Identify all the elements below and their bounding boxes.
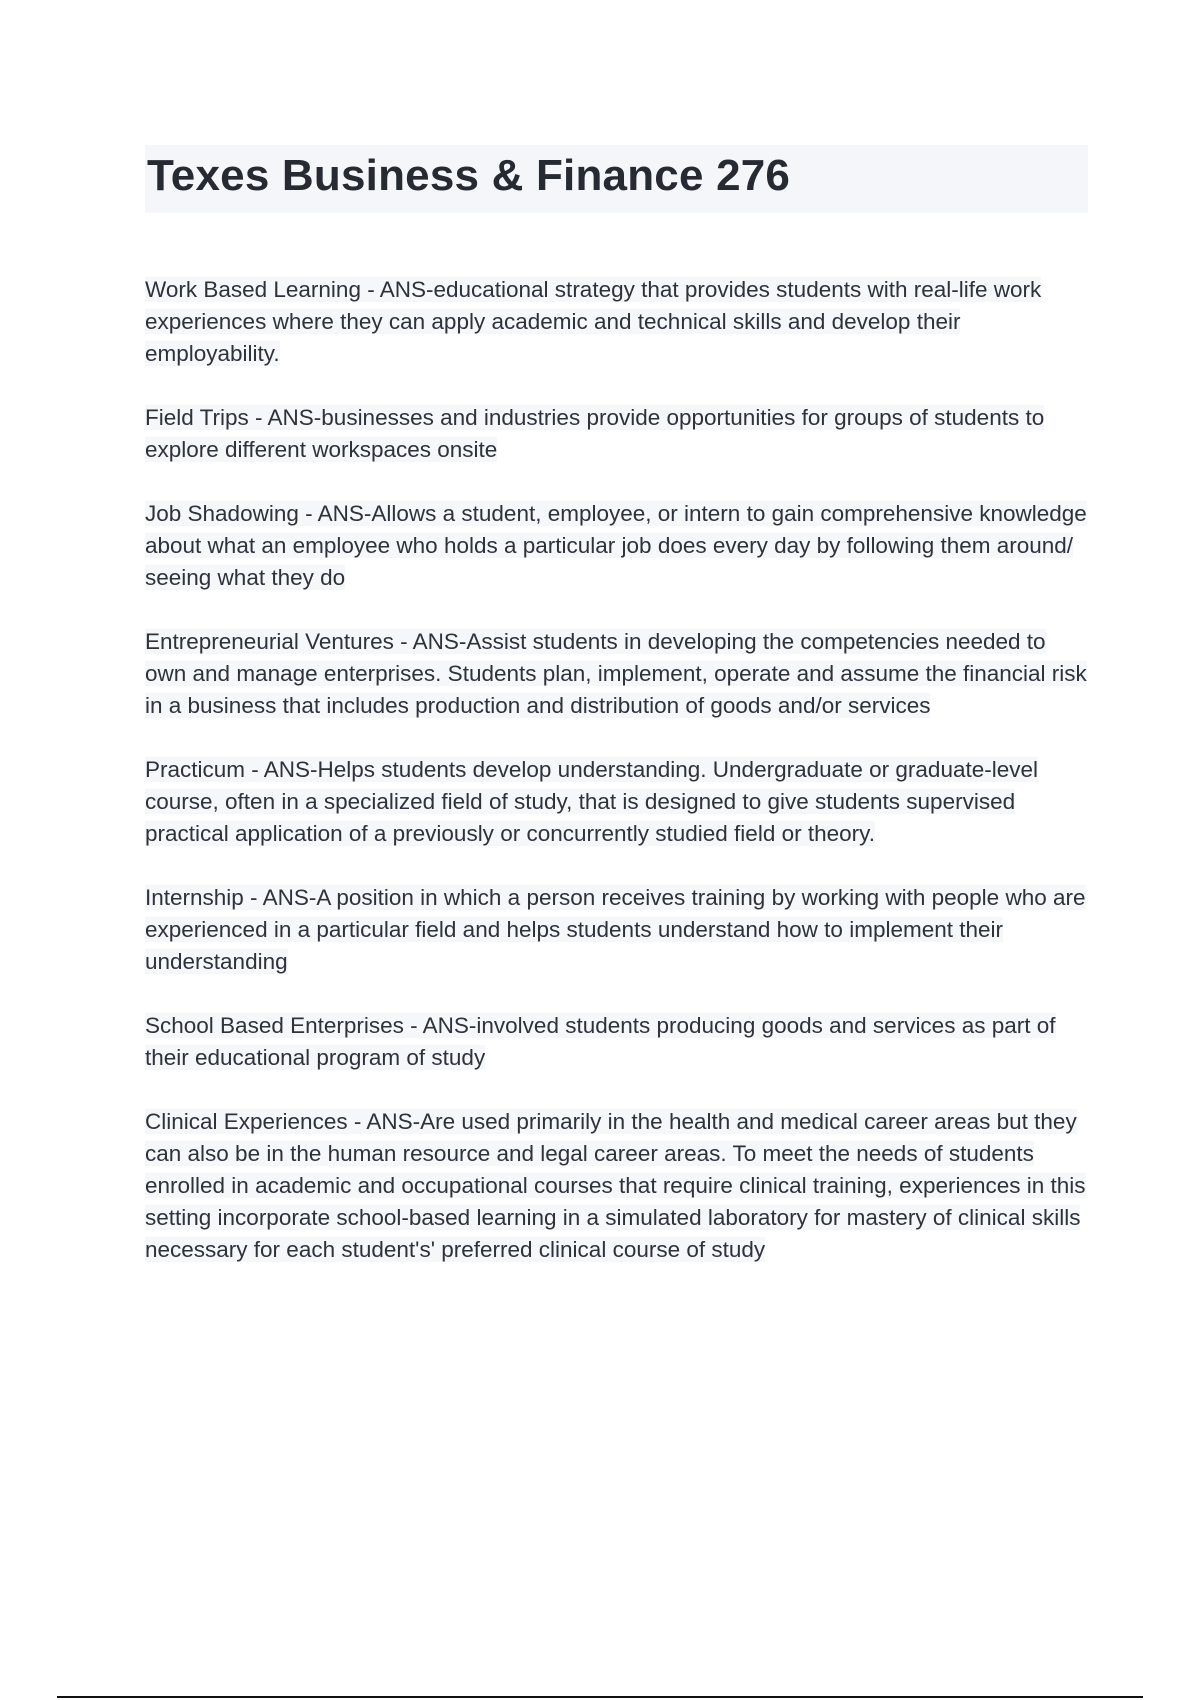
term-text: Entrepreneurial Ventures - ANS-Assist students in developing the competencies needed to own and manage enterprises. Students plan, implement, operate and assume the financial risk in a business that includes production and distribution of goods and/or services	[145, 629, 1087, 718]
term-text: Work Based Learning - ANS-educational strategy that provides students with real-life work experiences where they can apply academic and technical skills and develop their employability.	[145, 277, 1042, 366]
term-text: Internship - ANS-A position in which a person receives training by working with people who are experienced in a particular field and helps students understand how to implement their understanding	[145, 885, 1086, 974]
term-entry	[145, 754, 1090, 850]
term-entry	[145, 1106, 1090, 1266]
term-text: School Based Enterprises - ANS-involved students producing goods and services as part of their educational program of study	[145, 1013, 1056, 1070]
term-text: Clinical Experiences - ANS-Are used primarily in the health and medical career areas but they can also be in the human resource and legal career areas. To meet the needs of students enrolled in academic and occupational courses that require clinical training, experiences in this setting incorporate school-based learning in a simulated laboratory for mastery of clinical skills necessary for each student's' preferred clinical course of study	[145, 1109, 1086, 1262]
title-banner	[145, 145, 1088, 213]
term-list	[145, 274, 1090, 1298]
term-entry	[145, 498, 1090, 594]
footer-divider	[57, 1696, 1143, 1698]
term-entry	[145, 882, 1090, 978]
term-entry	[145, 274, 1090, 370]
term-text: Job Shadowing - ANS-Allows a student, employee, or intern to gain comprehensive knowledge about what an employee who holds a particular job does every day by following them around/ seeing what they do	[145, 501, 1087, 590]
term-text: Field Trips - ANS-businesses and industries provide opportunities for groups of students to explore different workspaces onsite	[145, 405, 1045, 462]
term-text: Practicum - ANS-Helps students develop understanding. Undergraduate or graduate-level course, often in a specialized field of study, that is designed to give students supervised practical application of a previously or concurrently studied field or theory.	[145, 757, 1039, 846]
term-entry	[145, 1010, 1090, 1074]
page-title: Texes Business & Finance 276	[147, 151, 791, 200]
term-entry	[145, 626, 1090, 722]
term-entry	[145, 402, 1090, 466]
